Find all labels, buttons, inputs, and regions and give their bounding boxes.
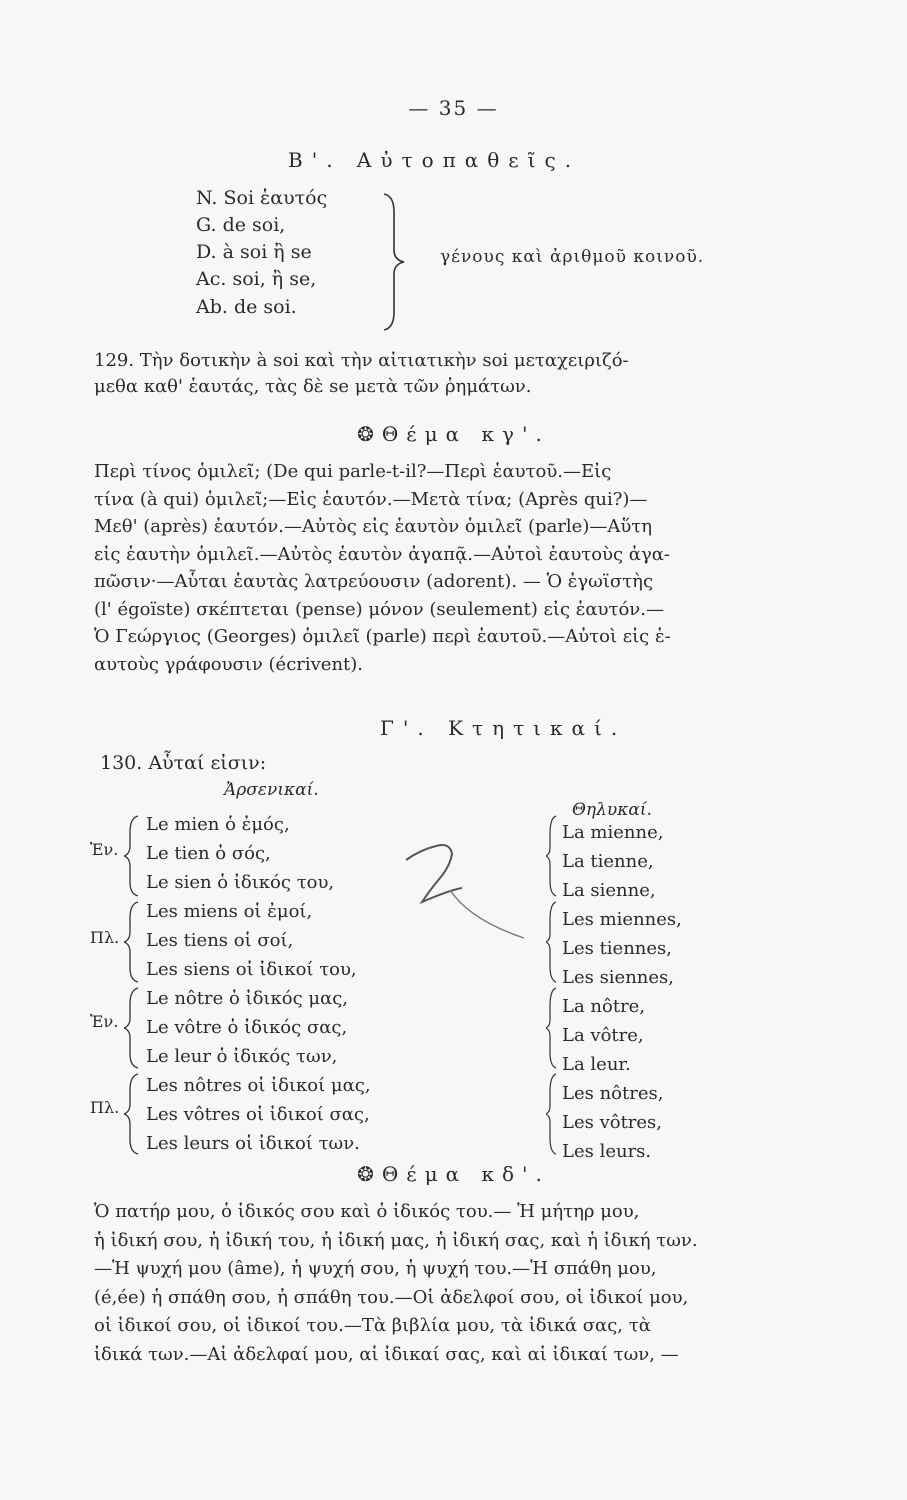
feminine-column [562, 818, 682, 1166]
left-braces [124, 812, 142, 1157]
section-c-title: Γ'. Κτητικαί. [380, 716, 627, 740]
feminine-header: Θηλυκαί. [572, 800, 652, 820]
possessive-entry: Les tiennes, [562, 938, 673, 959]
possessive-entry: Le mien ὁ ἐμός, [146, 814, 290, 835]
group-label-plural: Πλ. [90, 1098, 120, 1117]
masculine-column [146, 810, 371, 1158]
exercise-line: (é,ée) ἡ σπάθη σου, ἡ σπάθη του.—Οἱ ἀδελφοί σου, οἱ ἰδικοί μου, [94, 1286, 689, 1308]
possessive-entry: La sienne, [562, 880, 656, 901]
theme-23-heading [0, 422, 907, 446]
possessive-entry: Les siens οἱ ἰδικοί του, [146, 959, 357, 980]
possessive-entry: Les siennes, [562, 967, 675, 988]
possessive-entry: Les tiens οἱ σοί, [146, 930, 294, 951]
pencil-mark [400, 830, 530, 950]
exercise-23 [94, 458, 766, 678]
case-accusative: Ac. soi, ἢ se, [196, 268, 317, 290]
exercise-line: αυτοὺς γράφουσιν (écrivent). [94, 653, 364, 675]
exercise-line: ἰδικά των.—Αἱ ἀδελφαί μου, αἱ ἰδικαί σας, καὶ αἱ ἰδικαί των, — [94, 1343, 679, 1365]
group-label-singular: Ἑν. [90, 1012, 119, 1031]
case-ablative: Ab. de soi. [196, 296, 297, 318]
brace-note: γένους καὶ ἀριθμοῦ κοινοῦ. [440, 247, 705, 267]
ornament-icon: ❂ [357, 1162, 374, 1186]
paragraph-line: μεθα καθ' ἑαυτάς, τὰς δὲ se μετὰ τῶν ῥημάτων. [94, 376, 532, 397]
theme-title: Θέμα κγ'. [381, 422, 550, 446]
possessive-entry: Les miens οἱ ἐμοί, [146, 901, 313, 922]
possessive-entry: Le nôtre ὁ ἰδικός μας, [146, 988, 349, 1009]
possessive-entry: La nôtre, [562, 996, 646, 1017]
exercise-line: —Ἡ ψυχή μου (âme), ἡ ψυχή σου, ἡ ψυχή του.—Ἡ σπάθη μου, [94, 1258, 657, 1279]
possessive-entry: La mienne, [562, 822, 664, 843]
possessive-entry: Le leur ὁ ἰδικός των, [146, 1046, 338, 1067]
possessive-entry: La leur. [562, 1054, 631, 1075]
possessive-entry: La tienne, [562, 851, 654, 872]
exercise-line: εἰς ἑαυτὴν ὁμιλεῖ.—Αὐτὸς ἑαυτὸν ἀγαπᾷ.—Αὐτοὶ ἑαυτοὺς ἀγα- [94, 543, 670, 565]
possessive-entry: Le tien ὁ σός, [146, 843, 271, 864]
paragraph-line: 129. Τὴν δοτικὴν à soi καὶ τὴν αἰτιατικὴν soi μεταχειριζό- [94, 350, 629, 371]
possessive-entry: Les nôtres, [562, 1083, 664, 1104]
possessive-entry: Les leurs οἱ ἰδικοί των. [146, 1133, 360, 1154]
exercise-line: Ὁ πατήρ μου, ὁ ἰδικός σου καὶ ὁ ἰδικός του.— Ἡ μήτηρ μου, [94, 1201, 640, 1222]
exercise-line: οἱ ἰδικοί σου, οἱ ἰδικοί του.—Τὰ βιβλία μου, τὰ ἰδικά σας, τὰ [94, 1315, 651, 1336]
paragraph-130: 130. Αὗταί εἰσιν: [100, 752, 267, 774]
theme-24-heading [0, 1162, 907, 1186]
exercise-line: πῶσιν·—Αὗται ἑαυτὰς λατρεύουσιν (adorent). — Ὁ ἐγωϊστὴς [94, 571, 654, 592]
right-side-braces [546, 812, 560, 1157]
exercise-line: ἡ ἰδική σου, ἡ ἰδική του, ἡ ἰδική μας, ἡ ἰδική σας, καὶ ἡ ἰδική των. [94, 1229, 698, 1251]
paragraph-129 [94, 348, 766, 400]
possessive-entry: Les vôtres οἱ ἰδικοί σας, [146, 1104, 370, 1125]
group-label-plural: Πλ. [90, 928, 120, 947]
group-label-singular: Ἑν. [90, 840, 119, 859]
section-b-title: Β'. Αὐτοπαθεῖς. [288, 148, 581, 172]
exercise-line: Ὁ Γεώργιος (Georges) ὁμιλεῖ (parle) περὶ ἑαυτοῦ.—Αὐτοὶ εἰς ἑ- [94, 626, 671, 647]
exercise-line: Μεθ' (après) ἑαυτόν.—Αὐτὸς εἰς ἑαυτὸν ὁμιλεῖ (parle)—Αὕτη [94, 516, 653, 537]
possessive-entry: Le vôtre ὁ ἰδικός σας, [146, 1017, 348, 1038]
possessive-entry: Le sien ὁ ἰδικός του, [146, 872, 335, 893]
theme-title: Θέμα κδ'. [381, 1162, 550, 1186]
possessive-entry: Les vôtres, [562, 1112, 663, 1133]
exercise-24 [94, 1198, 766, 1369]
possessive-entry: Les leurs. [562, 1141, 652, 1162]
page-number: — 35 — [408, 96, 499, 120]
ornament-icon: ❂ [357, 422, 374, 446]
possessive-entry: Les miennes, [562, 909, 682, 930]
exercise-line: τίνα (à qui) ὁμιλεῖ;—Εἰς ἑαυτόν.—Μετὰ τίνα; (Après qui?)— [94, 488, 648, 510]
case-dative: D. à soi ἢ se [196, 241, 312, 263]
right-brace [380, 192, 410, 332]
masculine-header: Ἀρσενικαί. [224, 780, 319, 800]
case-genitive: G. de soi, [196, 214, 286, 236]
case-nominative: N. Soi ἑαυτός [196, 187, 328, 209]
exercise-line: Περὶ τίνος ὁμιλεῖ; (De qui parle-t-il?—Περὶ ἑαυτοῦ.—Εἰς [94, 461, 612, 482]
exercise-line: (l' égoïste) σκέπτεται (pense) μόνον (seulement) εἰς ἑαυτόν.— [94, 598, 664, 620]
possessive-entry: La vôtre, [562, 1025, 644, 1046]
possessive-entry: Les nôtres οἱ ἰδικοί μας, [146, 1075, 371, 1096]
